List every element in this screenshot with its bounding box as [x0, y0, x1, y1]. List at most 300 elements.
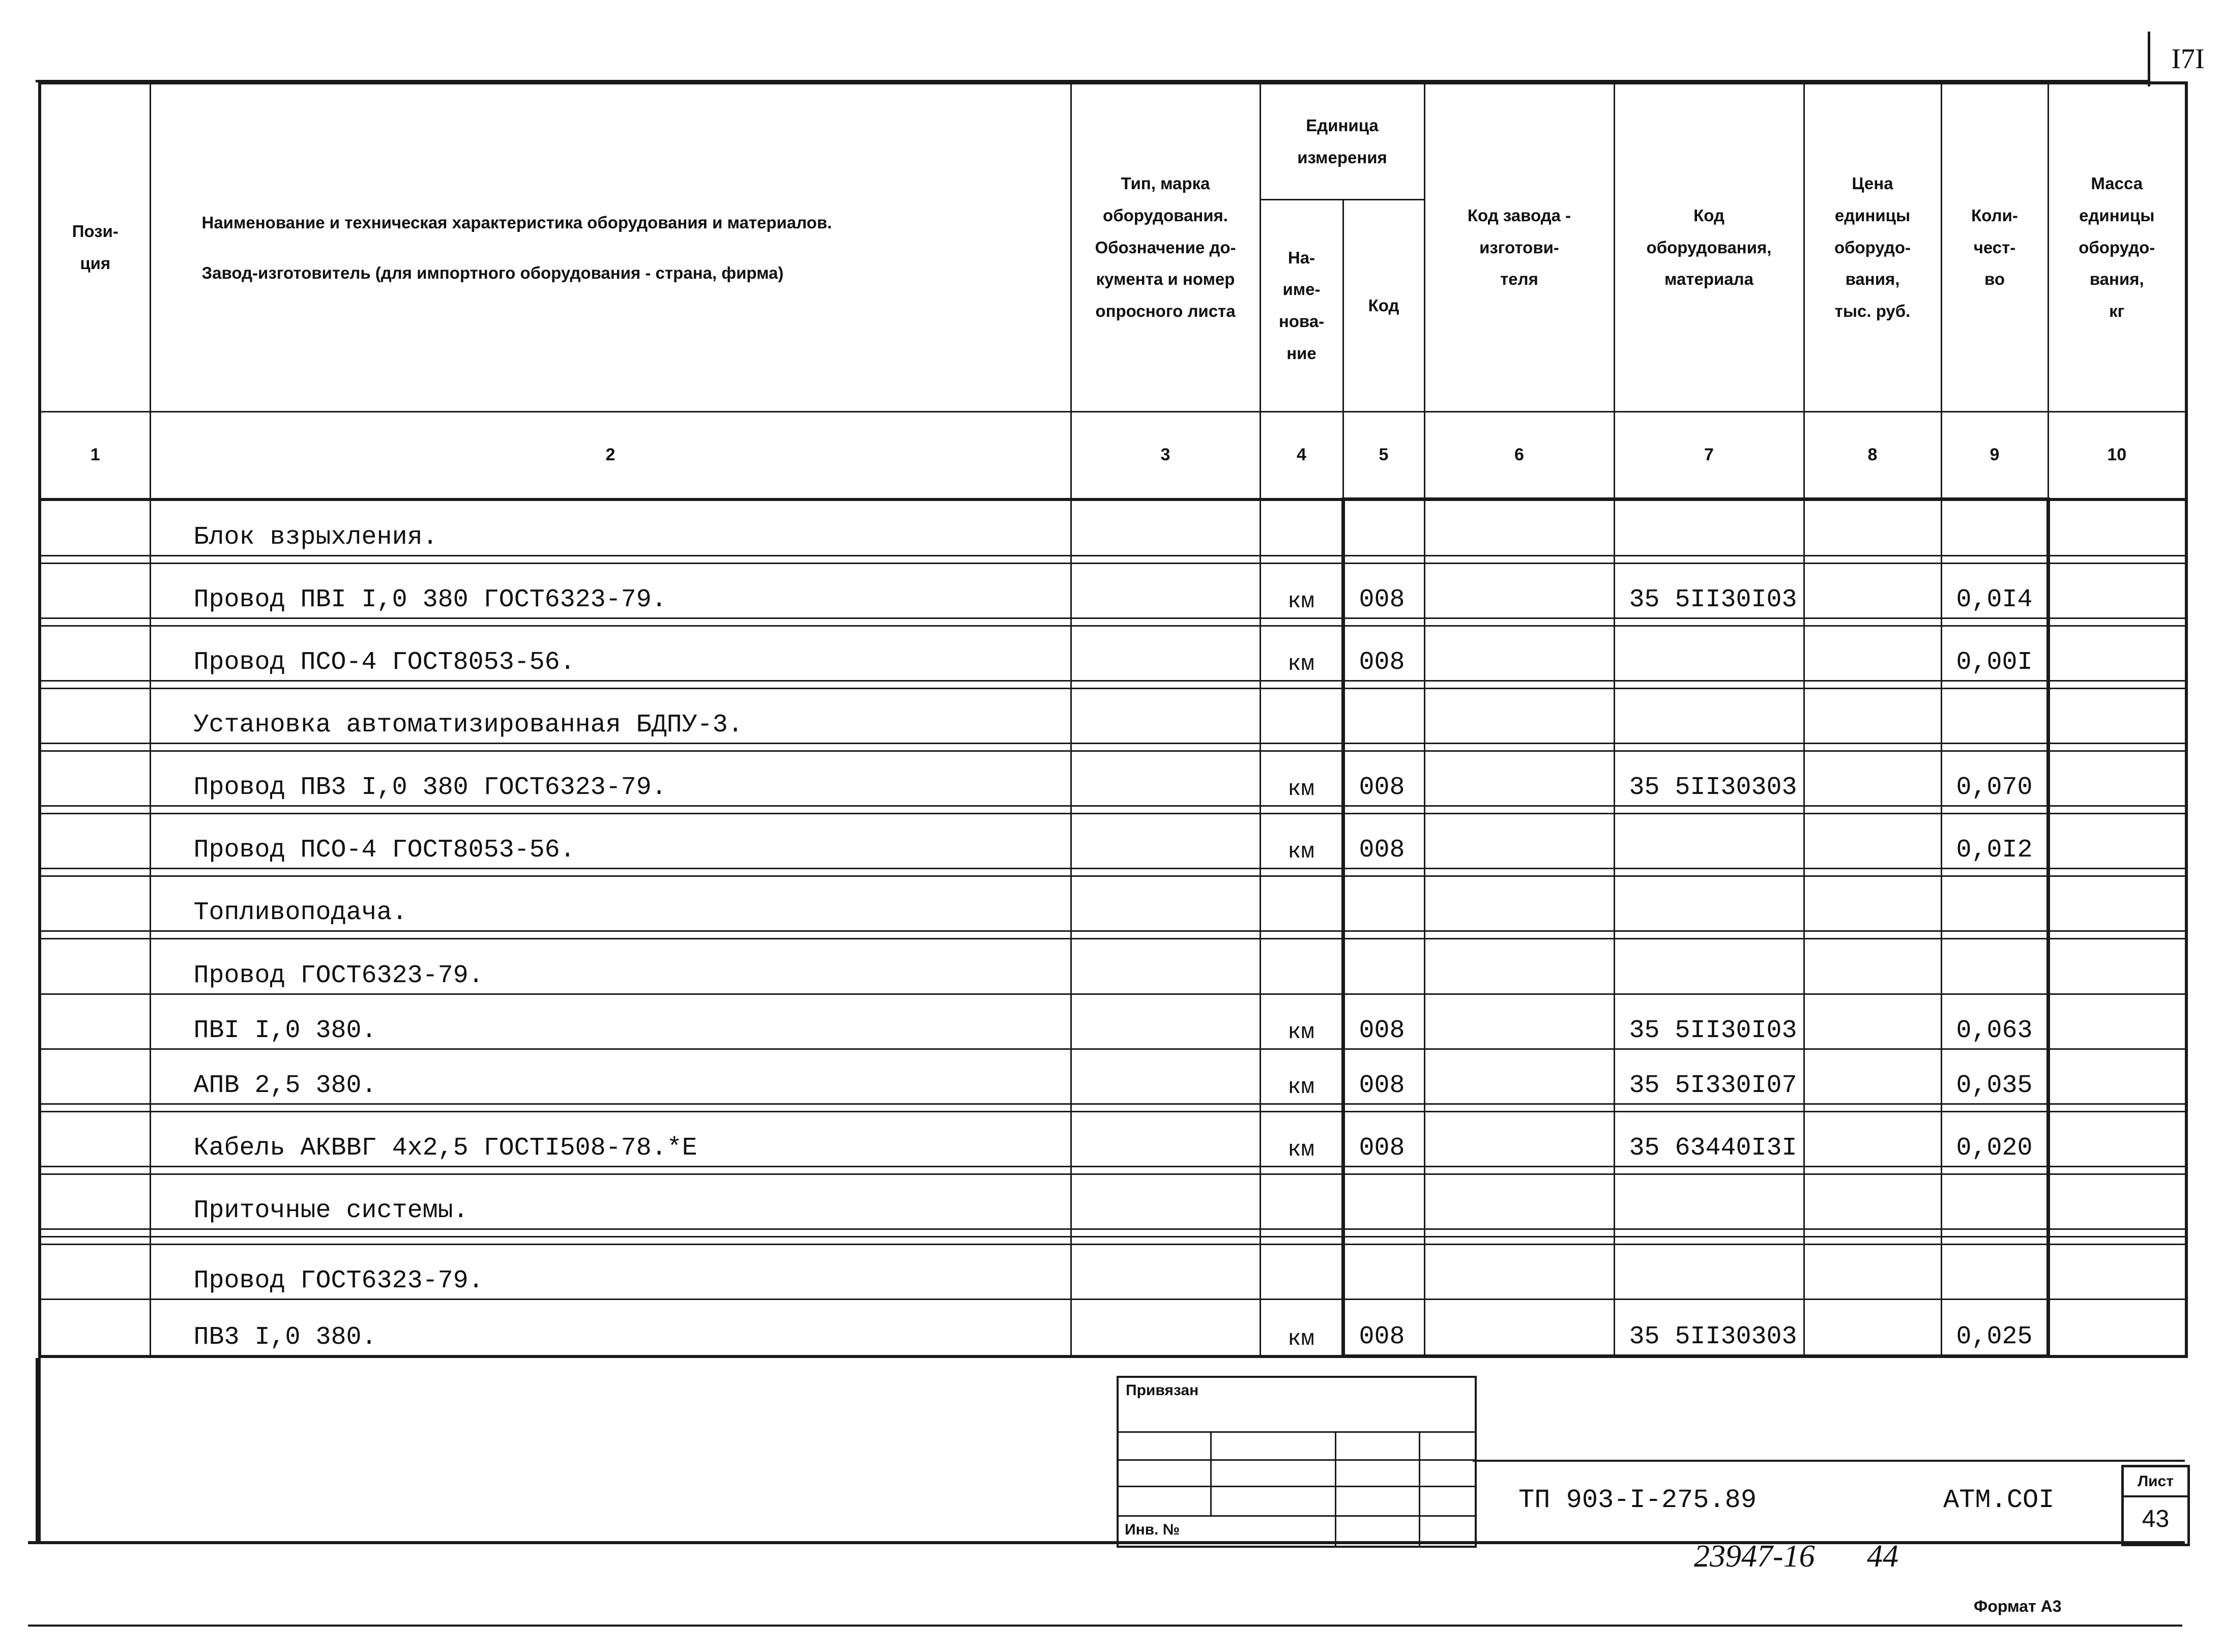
price-cell [1804, 806, 1941, 814]
type-cell [1071, 1300, 1260, 1356]
item-name-cell: Провод ПСО-4 ГОСТ8053-56. [150, 626, 1071, 681]
quantity-cell [1941, 931, 2048, 939]
sheet-number: 43 [2142, 1506, 2170, 1532]
item-name-cell: Провод ПСО-4 ГОСТ8053-56. [150, 814, 1071, 869]
item-name-cell [150, 931, 1071, 939]
material-code-cell: 35 5II30303 [1614, 1300, 1804, 1356]
quantity-cell [1941, 1174, 2048, 1229]
unit-code-cell [1343, 681, 1424, 689]
quantity-cell: 0,063 [1941, 994, 2048, 1049]
material-code-cell [1614, 499, 1804, 556]
inventory-suffix: 44 [1867, 1539, 1898, 1574]
item-name-cell: Блок взрыхления. [150, 499, 1071, 556]
price-cell [1804, 1104, 1941, 1112]
material-code-cell [1614, 681, 1804, 689]
column-number-2: 2 [150, 411, 1071, 499]
unit-name-cell [1260, 688, 1343, 743]
plant-code-cell [1424, 1229, 1614, 1237]
table-row [40, 1167, 2186, 1174]
sheet-label: Лист [2124, 1467, 2187, 1497]
column-number-10: 10 [2048, 411, 2186, 499]
material-code-cell [1614, 1104, 1804, 1112]
header-type: Тип, марка оборудования. Обозначение до- кумента и номер опросного листа [1071, 83, 1260, 411]
mass-cell [2048, 555, 2186, 563]
material-code-cell [1614, 806, 1804, 814]
material-code-cell [1614, 931, 1804, 939]
material-code-cell [1614, 555, 1804, 563]
type-cell [1071, 618, 1260, 626]
mass-cell [2048, 869, 2186, 876]
quantity-cell: 0,0I4 [1941, 563, 2048, 618]
mass-cell [2048, 1300, 2186, 1356]
price-cell [1804, 939, 1941, 994]
material-code-cell [1614, 939, 1804, 994]
mass-cell [2048, 1104, 2186, 1112]
mass-cell [2048, 994, 2186, 1049]
plant-code-cell [1424, 626, 1614, 681]
quantity-cell [1941, 681, 2048, 689]
unit-code-cell [1343, 1229, 1424, 1237]
mass-cell [2048, 939, 2186, 994]
column-number-9: 9 [1941, 411, 2048, 499]
linked-label: Привязан [1126, 1382, 1199, 1399]
unit-name-cell: км [1260, 563, 1343, 618]
sheet-code: АТМ.СОI [1943, 1485, 2055, 1515]
unit-name-cell: км [1260, 626, 1343, 681]
unit-name-cell [1260, 1244, 1343, 1299]
plant-code-cell [1424, 1049, 1614, 1104]
plant-code-cell [1424, 814, 1614, 869]
header-mass: Масса единицы оборудо- вания, кг [2048, 83, 2186, 411]
table-row [40, 1174, 2186, 1229]
mass-cell [2048, 876, 2186, 931]
price-cell [1804, 751, 1941, 806]
material-code-cell [1614, 688, 1804, 743]
plant-code-cell [1424, 1244, 1614, 1299]
unit-code-cell [1343, 939, 1424, 994]
unit-name-cell [1260, 939, 1343, 994]
table-row [40, 814, 2186, 869]
type-cell [1071, 876, 1260, 931]
position-cell [40, 814, 150, 869]
unit-name-cell: км [1260, 994, 1343, 1049]
table-row [40, 1237, 2186, 1245]
plant-code-cell [1424, 1237, 1614, 1245]
price-cell [1804, 1229, 1941, 1237]
quantity-cell: 0,020 [1941, 1111, 2048, 1166]
item-name-cell: Кабель АКВВГ 4х2,5 ГОСТI508-78.*Е [150, 1111, 1071, 1166]
position-cell [40, 931, 150, 939]
table-row [40, 681, 2186, 689]
material-code-cell [1614, 1244, 1804, 1299]
quantity-cell [1941, 1244, 2048, 1299]
material-code-cell [1614, 744, 1804, 751]
price-cell [1804, 994, 1941, 1049]
table-row [40, 1104, 2186, 1112]
item-name-cell [150, 744, 1071, 751]
plant-code-cell [1424, 681, 1614, 689]
position-cell [40, 499, 150, 556]
unit-code-cell [1343, 869, 1424, 876]
position-cell [40, 1244, 150, 1299]
position-cell [40, 1174, 150, 1229]
quantity-cell: 0,00I [1941, 626, 2048, 681]
material-code-cell [1614, 1229, 1804, 1237]
price-cell [1804, 688, 1941, 743]
table-row [40, 751, 2186, 806]
table-row [40, 939, 2186, 994]
type-cell [1071, 1111, 1260, 1166]
material-code-cell: 35 5I330I07 [1614, 1049, 1804, 1104]
column-number-7: 7 [1614, 411, 1804, 499]
quantity-cell [1941, 869, 2048, 876]
quantity-cell [1941, 1104, 2048, 1112]
column-number-4: 4 [1260, 411, 1343, 499]
position-cell [40, 688, 150, 743]
price-cell [1804, 1049, 1941, 1104]
unit-code-cell: 008 [1343, 994, 1424, 1049]
unit-name-cell [1260, 1167, 1343, 1174]
unit-name-cell [1260, 869, 1343, 876]
position-cell [40, 626, 150, 681]
price-cell [1804, 626, 1941, 681]
price-cell [1804, 1237, 1941, 1245]
quantity-cell [1941, 688, 2048, 743]
plant-code-cell [1424, 688, 1614, 743]
unit-code-cell [1343, 744, 1424, 751]
table-row [40, 626, 2186, 681]
price-cell [1804, 1111, 1941, 1166]
item-name-cell: Провод ПВI I,0 380 ГОСТ6323-79. [150, 563, 1071, 618]
unit-code-cell [1343, 806, 1424, 814]
price-cell [1804, 1300, 1941, 1356]
price-cell [1804, 1244, 1941, 1299]
plant-code-cell [1424, 555, 1614, 563]
type-cell [1071, 688, 1260, 743]
unit-name-cell [1260, 1104, 1343, 1112]
mass-cell [2048, 1174, 2186, 1229]
plant-code-cell [1424, 751, 1614, 806]
quantity-cell [1941, 806, 2048, 814]
item-name-cell [150, 806, 1071, 814]
mass-cell [2048, 744, 2186, 751]
plant-code-cell [1424, 499, 1614, 556]
unit-name-cell: км [1260, 1300, 1343, 1356]
item-name-cell [150, 1104, 1071, 1112]
table-row [40, 806, 2186, 814]
item-name-cell [150, 1229, 1071, 1237]
item-name-cell: Провод ГОСТ6323-79. [150, 939, 1071, 994]
mass-cell [2048, 751, 2186, 806]
unit-name-cell [1260, 744, 1343, 751]
material-code-cell [1614, 1167, 1804, 1174]
position-cell [40, 563, 150, 618]
unit-code-cell [1343, 1104, 1424, 1112]
item-name-cell: АПВ 2,5 380. [150, 1049, 1071, 1104]
item-name-cell [150, 1237, 1071, 1245]
approval-stamp-block [1117, 1376, 1477, 1548]
quantity-cell: 0,070 [1941, 751, 2048, 806]
format-label: Формат А3 [1974, 1597, 2062, 1615]
unit-name-cell [1260, 806, 1343, 814]
position-cell [40, 869, 150, 876]
table-row [40, 931, 2186, 939]
header-quantity: Коли- чест- во [1941, 83, 2048, 411]
type-cell [1071, 814, 1260, 869]
column-number-5: 5 [1343, 411, 1424, 499]
position-cell [40, 1167, 150, 1174]
item-name-cell: ПВI I,0 380. [150, 994, 1071, 1049]
plant-code-cell [1424, 939, 1614, 994]
type-cell [1071, 555, 1260, 563]
price-cell [1804, 876, 1941, 931]
position-cell [40, 751, 150, 806]
unit-code-cell: 008 [1343, 563, 1424, 618]
plant-code-cell [1424, 744, 1614, 751]
item-name-cell [150, 1167, 1071, 1174]
plant-code-cell [1424, 931, 1614, 939]
table-row [40, 1111, 2186, 1166]
mass-cell [2048, 618, 2186, 626]
table-row [40, 876, 2186, 931]
unit-name-cell [1260, 1174, 1343, 1229]
unit-code-cell: 008 [1343, 626, 1424, 681]
unit-code-cell [1343, 1244, 1424, 1299]
item-name-cell: Приточные системы. [150, 1174, 1071, 1229]
type-cell [1071, 626, 1260, 681]
position-cell [40, 555, 150, 563]
unit-name-cell [1260, 1229, 1343, 1237]
column-number-8: 8 [1804, 411, 1941, 499]
unit-code-cell [1343, 1167, 1424, 1174]
material-code-cell: 35 5II30303 [1614, 751, 1804, 806]
type-cell [1071, 869, 1260, 876]
position-cell [40, 1049, 150, 1104]
mass-cell [2048, 806, 2186, 814]
type-cell [1071, 806, 1260, 814]
type-cell [1071, 1244, 1260, 1299]
table-row [40, 1300, 2186, 1356]
table-row [40, 1244, 2186, 1299]
position-cell [40, 1237, 150, 1245]
material-code-cell [1614, 869, 1804, 876]
type-cell [1071, 1049, 1260, 1104]
position-cell [40, 939, 150, 994]
plant-code-cell [1424, 1300, 1614, 1356]
plant-code-cell [1424, 876, 1614, 931]
item-name-cell: ПВ3 I,0 380. [150, 1300, 1071, 1356]
type-cell [1071, 994, 1260, 1049]
table-row [40, 1049, 2186, 1104]
type-cell [1071, 939, 1260, 994]
document-code: ТП 903-I-275.89 [1518, 1485, 1757, 1515]
mass-cell [2048, 681, 2186, 689]
material-code-cell [1614, 626, 1804, 681]
type-cell [1071, 744, 1260, 751]
unit-code-cell [1343, 931, 1424, 939]
header-plant-code: Код завода - изготови- теля [1424, 83, 1614, 411]
type-cell [1071, 681, 1260, 689]
unit-name-cell [1260, 555, 1343, 563]
material-code-cell [1614, 1174, 1804, 1229]
plant-code-cell [1424, 618, 1614, 626]
header-name: Наименование и техническая характеристика оборудования и материалов. Завод-изготовитель (для импортного оборудования - страна, фирма) [150, 83, 1071, 411]
specification-table [38, 81, 2188, 1358]
unit-code-cell: 008 [1343, 814, 1424, 869]
item-name-cell [150, 618, 1071, 626]
column-number-1: 1 [40, 411, 150, 499]
unit-code-cell [1343, 499, 1424, 556]
mass-cell [2048, 814, 2186, 869]
price-cell [1804, 1167, 1941, 1174]
quantity-cell: 0,0I2 [1941, 814, 2048, 869]
unit-name-cell [1260, 681, 1343, 689]
quantity-cell [1941, 1229, 2048, 1237]
plant-code-cell [1424, 1174, 1614, 1229]
table-row [40, 563, 2186, 618]
table-row [40, 869, 2186, 876]
header-position: Пози- ция [40, 83, 150, 411]
material-code-cell: 35 63440I3I [1614, 1111, 1804, 1166]
quantity-cell [1941, 555, 2048, 563]
item-name-cell [150, 869, 1071, 876]
mass-cell [2048, 1049, 2186, 1104]
type-cell [1071, 499, 1260, 556]
position-cell [40, 1104, 150, 1112]
material-code-cell: 35 5II30I03 [1614, 563, 1804, 618]
page-number: I7I [2148, 32, 2223, 86]
type-cell [1071, 1174, 1260, 1229]
quantity-cell [1941, 744, 2048, 751]
header-price: Цена единицы оборудо- вания, тыс. руб. [1804, 83, 1941, 411]
quantity-cell [1941, 618, 2048, 626]
type-cell [1071, 931, 1260, 939]
unit-name-cell: км [1260, 1111, 1343, 1166]
unit-name-cell [1260, 1237, 1343, 1245]
position-cell [40, 681, 150, 689]
material-code-cell [1614, 618, 1804, 626]
item-name-cell: Провод ПВ3 I,0 380 ГОСТ6323-79. [150, 751, 1071, 806]
mass-cell [2048, 626, 2186, 681]
type-cell [1071, 1104, 1260, 1112]
header-unit-code: Код [1343, 200, 1424, 411]
item-name-cell [150, 681, 1071, 689]
plant-code-cell [1424, 1104, 1614, 1112]
unit-code-cell [1343, 618, 1424, 626]
plant-code-cell [1424, 994, 1614, 1049]
plant-code-cell [1424, 806, 1614, 814]
unit-code-cell: 008 [1343, 1111, 1424, 1166]
mass-cell [2048, 1229, 2186, 1237]
quantity-cell [1941, 499, 2048, 556]
column-number-6: 6 [1424, 411, 1614, 499]
price-cell [1804, 744, 1941, 751]
position-cell [40, 1229, 150, 1237]
table-row [40, 618, 2186, 626]
position-cell [40, 1111, 150, 1166]
position-cell [40, 618, 150, 626]
mass-cell [2048, 1167, 2186, 1174]
table-row [40, 744, 2186, 751]
price-cell [1804, 869, 1941, 876]
position-cell [40, 876, 150, 931]
unit-name-cell: км [1260, 814, 1343, 869]
position-cell [40, 806, 150, 814]
table-row [40, 499, 2186, 556]
unit-code-cell [1343, 555, 1424, 563]
unit-code-cell [1343, 876, 1424, 931]
unit-name-cell [1260, 499, 1343, 556]
type-cell [1071, 1229, 1260, 1237]
header-material-code: Код оборудования, материала [1614, 83, 1804, 411]
mass-cell [2048, 1237, 2186, 1245]
plant-code-cell [1424, 1167, 1614, 1174]
item-name-cell: Провод ГОСТ6323-79. [150, 1244, 1071, 1299]
sheet-box [2121, 1465, 2190, 1546]
quantity-cell [1941, 1167, 2048, 1174]
quantity-cell: 0,035 [1941, 1049, 2048, 1104]
mass-cell [2048, 563, 2186, 618]
position-cell [40, 1300, 150, 1356]
price-cell [1804, 931, 1941, 939]
unit-name-cell: км [1260, 751, 1343, 806]
quantity-cell [1941, 1237, 2048, 1245]
price-cell [1804, 1174, 1941, 1229]
table-row [40, 994, 2186, 1049]
unit-name-cell [1260, 876, 1343, 931]
header-unit-name: На- име- нова- ние [1260, 200, 1343, 411]
table-row [40, 1229, 2186, 1237]
table-row [40, 555, 2186, 563]
position-cell [40, 744, 150, 751]
column-number-3: 3 [1071, 411, 1260, 499]
quantity-cell: 0,025 [1941, 1300, 2048, 1356]
mass-cell [2048, 688, 2186, 743]
item-name-cell [150, 555, 1071, 563]
unit-code-cell: 008 [1343, 1049, 1424, 1104]
unit-name-cell [1260, 618, 1343, 626]
plant-code-cell [1424, 869, 1614, 876]
item-name-cell: Установка автоматизированная БДПУ-3. [150, 688, 1071, 743]
unit-name-cell [1260, 931, 1343, 939]
mass-cell [2048, 931, 2186, 939]
mass-cell [2048, 1244, 2186, 1299]
unit-code-cell: 008 [1343, 1300, 1424, 1356]
mass-cell [2048, 1111, 2186, 1166]
material-code-cell: 35 5II30I03 [1614, 994, 1804, 1049]
header-unit: Единица измерения [1260, 83, 1424, 200]
inventory-number: 23947-16 [1694, 1539, 1815, 1574]
price-cell [1804, 814, 1941, 869]
plant-code-cell [1424, 563, 1614, 618]
quantity-cell [1941, 939, 2048, 994]
item-name-cell: Топливоподача. [150, 876, 1071, 931]
price-cell [1804, 555, 1941, 563]
position-cell [40, 994, 150, 1049]
material-code-cell [1614, 876, 1804, 931]
mass-cell [2048, 499, 2186, 556]
plant-code-cell [1424, 1111, 1614, 1166]
material-code-cell [1614, 1237, 1804, 1245]
unit-code-cell [1343, 688, 1424, 743]
type-cell [1071, 751, 1260, 806]
type-cell [1071, 1237, 1260, 1245]
unit-name-cell: км [1260, 1049, 1343, 1104]
price-cell [1804, 618, 1941, 626]
material-code-cell [1614, 814, 1804, 869]
type-cell [1071, 563, 1260, 618]
price-cell [1804, 681, 1941, 689]
